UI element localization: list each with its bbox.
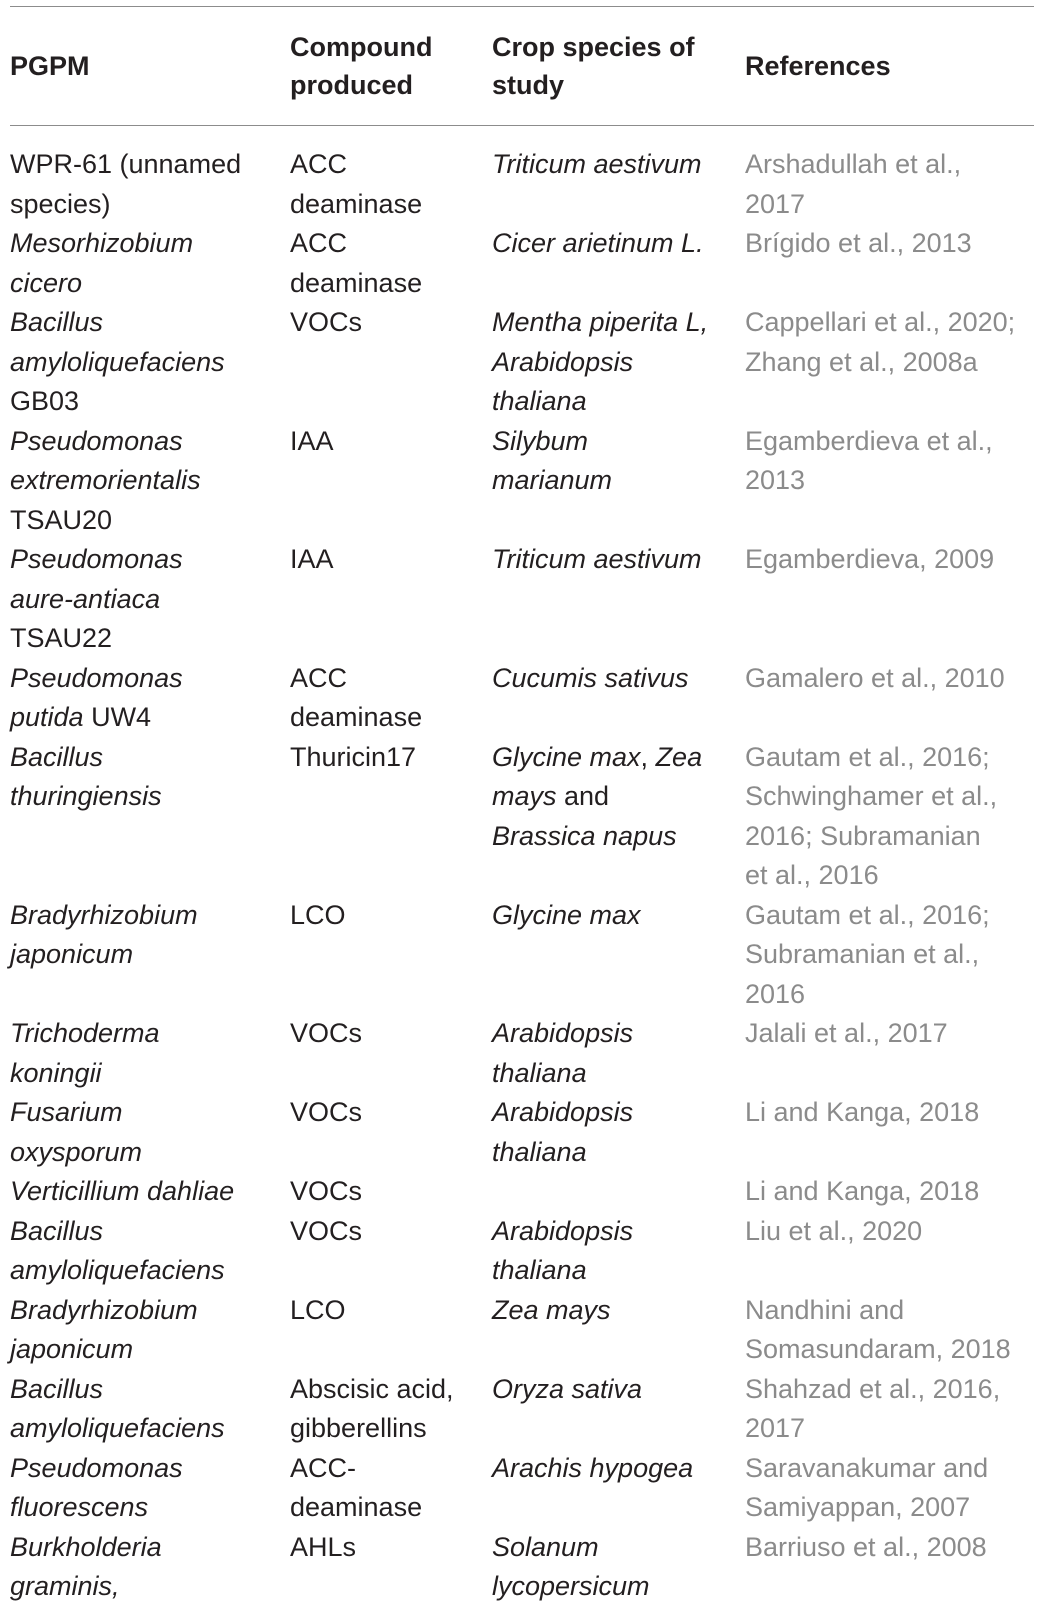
pgpm-line: amyloliquefaciens bbox=[10, 1255, 225, 1285]
reference-link[interactable]: Barriuso et al., 2008 bbox=[745, 1531, 987, 1562]
reference-link[interactable]: Schwinghamer et al., bbox=[745, 781, 998, 811]
cell-crop bbox=[492, 422, 745, 541]
pgpm-line: Bacillus bbox=[10, 307, 104, 337]
crop-line: Cicer arietinum L. bbox=[492, 228, 704, 258]
cell-pgpm bbox=[10, 1172, 290, 1212]
pgpm-line: Verticillium dahliae bbox=[10, 1176, 235, 1206]
reference-link[interactable]: Egamberdieva, 2009 bbox=[745, 544, 995, 574]
reference-link[interactable]: 2016; Subramanian bbox=[745, 820, 981, 851]
table-row bbox=[10, 1370, 1034, 1449]
pgpm-line: TSAU22 bbox=[10, 623, 113, 653]
cell-crop bbox=[492, 1172, 745, 1212]
table-row bbox=[10, 540, 1034, 659]
crop-line: Arabidopsis bbox=[492, 1018, 634, 1048]
crop-line: Zea mays bbox=[492, 1294, 611, 1325]
header-crop: Crop species of study bbox=[492, 32, 695, 100]
crop-line: marianum bbox=[492, 465, 613, 495]
table-row bbox=[10, 145, 1034, 224]
crop-line: Triticum aestivum bbox=[492, 544, 702, 574]
pgpm-line: Pseudomonas bbox=[10, 662, 183, 693]
cell-references bbox=[745, 1291, 1034, 1370]
table-row bbox=[10, 896, 1034, 1015]
pgpm-line: Trichoderma bbox=[10, 1018, 160, 1048]
cell-pgpm bbox=[10, 1449, 290, 1528]
reference-link[interactable]: Zhang et al., 2008a bbox=[745, 346, 978, 377]
table-row bbox=[10, 303, 1034, 422]
cell-crop bbox=[492, 1291, 745, 1370]
table-row bbox=[10, 1212, 1034, 1291]
reference-link[interactable]: Nandhini and bbox=[745, 1294, 905, 1325]
compound-line: VOCs bbox=[290, 307, 363, 337]
reference-link[interactable]: 2016 bbox=[745, 978, 806, 1009]
pgpm-line: TSAU20 bbox=[10, 504, 113, 535]
cell-references bbox=[745, 303, 1034, 422]
cell-references bbox=[745, 738, 1034, 896]
cell-compound bbox=[290, 540, 492, 659]
cell-compound bbox=[290, 1093, 492, 1172]
reference-link[interactable]: Samiyappan, 2007 bbox=[745, 1492, 971, 1522]
pgpm-line: amyloliquefaciens bbox=[10, 346, 225, 377]
compound-line: ACC bbox=[290, 149, 348, 179]
table-row bbox=[10, 659, 1034, 738]
compound-line: ACC- bbox=[290, 1452, 356, 1483]
crop-line: Glycine max, Zea bbox=[492, 741, 703, 772]
crop-line: Solanum bbox=[492, 1531, 599, 1562]
compound-line: deaminase bbox=[290, 188, 423, 219]
pgpm-line: Bacillus bbox=[10, 1215, 104, 1246]
crop-line: Cucumis sativus bbox=[492, 662, 689, 693]
cell-crop bbox=[492, 540, 745, 659]
crop-line: thaliana bbox=[492, 1136, 587, 1167]
crop-line: Brassica napus bbox=[492, 820, 677, 851]
reference-link[interactable]: Brígido et al., 2013 bbox=[745, 228, 972, 258]
crop-line: Arabidopsis bbox=[492, 1215, 634, 1246]
pgpm-line: amyloliquefaciens bbox=[10, 1413, 225, 1443]
crop-line: Oryza sativa bbox=[492, 1373, 643, 1404]
cell-compound bbox=[290, 303, 492, 422]
compound-line: IAA bbox=[290, 544, 334, 574]
reference-link[interactable]: Gautam et al., 2016; bbox=[745, 899, 990, 930]
pgpm-line: thuringiensis bbox=[10, 781, 162, 811]
cell-crop bbox=[492, 224, 745, 303]
cell-references bbox=[745, 224, 1034, 303]
reference-link[interactable]: Cappellari et al., 2020; bbox=[745, 307, 1016, 337]
cell-compound bbox=[290, 1370, 492, 1449]
reference-link[interactable]: Subramanian et al., bbox=[745, 939, 980, 969]
table-row bbox=[10, 1172, 1034, 1212]
cell-crop bbox=[492, 896, 745, 1015]
reference-link[interactable]: 2017 bbox=[745, 1413, 806, 1443]
pgpm-line: japonicum bbox=[10, 939, 134, 969]
reference-link[interactable]: Saravanakumar and bbox=[745, 1452, 989, 1483]
reference-link[interactable]: Arshadullah et al., bbox=[745, 149, 962, 179]
pgpm-line: fluorescens bbox=[10, 1492, 149, 1522]
table-row bbox=[10, 1449, 1034, 1528]
cell-references bbox=[745, 540, 1034, 659]
compound-line: Thuricin17 bbox=[290, 741, 417, 772]
reference-link[interactable]: Shahzad et al., 2016, bbox=[745, 1373, 1001, 1404]
reference-link[interactable]: et al., 2016 bbox=[745, 860, 879, 890]
cell-pgpm bbox=[10, 896, 290, 1015]
cell-references bbox=[745, 1212, 1034, 1291]
header-references: References bbox=[745, 51, 891, 81]
cell-pgpm bbox=[10, 1014, 290, 1093]
pgpm-line: GB03 bbox=[10, 386, 80, 416]
reference-link[interactable]: Li and Kanga, 2018 bbox=[745, 1097, 980, 1127]
cell-pgpm bbox=[10, 1212, 290, 1291]
cell-crop bbox=[492, 1093, 745, 1172]
pgpm-line: oxysporum bbox=[10, 1136, 143, 1167]
cell-compound bbox=[290, 1172, 492, 1212]
cell-references bbox=[745, 1370, 1034, 1449]
cell-compound bbox=[290, 738, 492, 896]
compound-line: VOCs bbox=[290, 1097, 363, 1127]
cell-crop bbox=[492, 738, 745, 896]
compound-line: LCO bbox=[290, 1294, 346, 1325]
reference-link[interactable]: Gautam et al., 2016; bbox=[745, 741, 990, 772]
cell-references bbox=[745, 1528, 1034, 1607]
pgpm-line: Pseudomonas bbox=[10, 425, 183, 456]
table-row bbox=[10, 1014, 1034, 1093]
compound-line: VOCs bbox=[290, 1176, 363, 1206]
pgpm-line: Fusarium bbox=[10, 1097, 123, 1127]
cell-compound bbox=[290, 1212, 492, 1291]
cell-compound bbox=[290, 1014, 492, 1093]
pgpm-line: Pseudomonas bbox=[10, 544, 183, 574]
compound-line: LCO bbox=[290, 899, 346, 930]
pgpm-line: Bacillus bbox=[10, 1373, 104, 1404]
cell-references bbox=[745, 1014, 1034, 1093]
crop-line: Glycine max bbox=[492, 899, 641, 930]
reference-link[interactable]: Egamberdieva et al., bbox=[745, 425, 993, 456]
cell-compound bbox=[290, 1291, 492, 1370]
crop-line: thaliana bbox=[492, 386, 587, 416]
cell-pgpm bbox=[10, 145, 290, 224]
cell-compound bbox=[290, 1449, 492, 1528]
table-row bbox=[10, 1528, 1034, 1607]
cell-references bbox=[745, 659, 1034, 738]
pgpm-line: Mesorhizobium bbox=[10, 228, 194, 258]
reference-link[interactable]: Somasundaram, 2018 bbox=[745, 1334, 1011, 1364]
cell-crop bbox=[492, 1212, 745, 1291]
crop-line: thaliana bbox=[492, 1057, 587, 1088]
pgpm-line: aure-antiaca bbox=[10, 583, 161, 614]
reference-link[interactable]: Jalali et al., 2017 bbox=[745, 1018, 948, 1048]
table-row bbox=[10, 1291, 1034, 1370]
cell-crop bbox=[492, 303, 745, 422]
cell-pgpm bbox=[10, 224, 290, 303]
cell-references bbox=[745, 145, 1034, 224]
crop-line: Arabidopsis bbox=[492, 1097, 634, 1127]
crop-line: thaliana bbox=[492, 1255, 587, 1285]
pgpm-line: koningii bbox=[10, 1057, 102, 1088]
pgpm-line: species) bbox=[10, 188, 111, 219]
table-row bbox=[10, 422, 1034, 541]
cell-pgpm bbox=[10, 1370, 290, 1449]
pgpm-line: graminis, bbox=[10, 1571, 120, 1601]
crop-line: Arabidopsis bbox=[492, 346, 634, 377]
cell-pgpm bbox=[10, 659, 290, 738]
cell-references bbox=[745, 1093, 1034, 1172]
compound-line: gibberellins bbox=[290, 1413, 427, 1443]
cell-crop bbox=[492, 1528, 745, 1607]
cell-compound bbox=[290, 224, 492, 303]
pgpm-line: putida UW4 bbox=[10, 702, 152, 732]
crop-line: mays and bbox=[492, 781, 610, 811]
header-pgpm: PGPM bbox=[10, 51, 90, 81]
cell-compound bbox=[290, 422, 492, 541]
compound-line: Abscisic acid, bbox=[290, 1373, 454, 1404]
cell-compound bbox=[290, 145, 492, 224]
header-compound: Compound produced bbox=[290, 32, 433, 100]
cell-compound bbox=[290, 896, 492, 1015]
cell-crop bbox=[492, 1370, 745, 1449]
reference-link[interactable]: 2013 bbox=[745, 465, 806, 495]
cell-references bbox=[745, 1449, 1034, 1528]
cell-pgpm bbox=[10, 738, 290, 896]
crop-line: lycopersicum bbox=[492, 1571, 650, 1601]
pgpm-line: Bacillus bbox=[10, 741, 104, 772]
compound-line: VOCs bbox=[290, 1215, 363, 1246]
pgpm-line: japonicum bbox=[10, 1334, 134, 1364]
cell-pgpm bbox=[10, 540, 290, 659]
cell-crop bbox=[492, 145, 745, 224]
cell-pgpm bbox=[10, 1528, 290, 1607]
table-body bbox=[10, 126, 1034, 1607]
cell-crop bbox=[492, 1014, 745, 1093]
table-header-row bbox=[10, 7, 1034, 125]
pgpm-line: Bradyrhizobium bbox=[10, 1294, 198, 1325]
compound-line: deaminase bbox=[290, 267, 423, 298]
table-row bbox=[10, 738, 1034, 896]
cell-pgpm bbox=[10, 1093, 290, 1172]
cell-compound bbox=[290, 659, 492, 738]
reference-link[interactable]: Liu et al., 2020 bbox=[745, 1215, 923, 1246]
crop-line: Silybum bbox=[492, 425, 589, 456]
crop-line: Arachis hypogea bbox=[492, 1452, 694, 1483]
cell-crop bbox=[492, 659, 745, 738]
compound-line: ACC bbox=[290, 662, 348, 693]
cell-pgpm bbox=[10, 303, 290, 422]
cell-compound bbox=[290, 1528, 492, 1607]
cell-references bbox=[745, 896, 1034, 1015]
compound-line: ACC bbox=[290, 228, 348, 258]
pgpm-line: Burkholderia bbox=[10, 1531, 162, 1562]
pgpm-line: WPR-61 (unnamed bbox=[10, 149, 242, 179]
table-row bbox=[10, 224, 1034, 303]
crop-line: Mentha piperita L, bbox=[492, 307, 709, 337]
pgpm-line: extremorientalis bbox=[10, 465, 201, 495]
reference-link[interactable]: Gamalero et al., 2010 bbox=[745, 662, 1005, 693]
compound-line: IAA bbox=[290, 425, 334, 456]
compound-line: deaminase bbox=[290, 702, 423, 732]
cell-crop bbox=[492, 1449, 745, 1528]
reference-link[interactable]: 2017 bbox=[745, 188, 806, 219]
data-table bbox=[10, 0, 1034, 1607]
compound-line: VOCs bbox=[290, 1018, 363, 1048]
cell-references bbox=[745, 1172, 1034, 1212]
pgpm-line: Bradyrhizobium bbox=[10, 899, 198, 930]
crop-line: Triticum aestivum bbox=[492, 149, 702, 179]
reference-link[interactable]: Li and Kanga, 2018 bbox=[745, 1176, 980, 1206]
table-row bbox=[10, 1093, 1034, 1172]
pgpm-line: cicero bbox=[10, 267, 83, 298]
cell-references bbox=[745, 422, 1034, 541]
cell-pgpm bbox=[10, 422, 290, 541]
compound-line: deaminase bbox=[290, 1492, 423, 1522]
compound-line: AHLs bbox=[290, 1531, 357, 1562]
pgpm-line: Pseudomonas bbox=[10, 1452, 183, 1483]
cell-pgpm bbox=[10, 1291, 290, 1370]
